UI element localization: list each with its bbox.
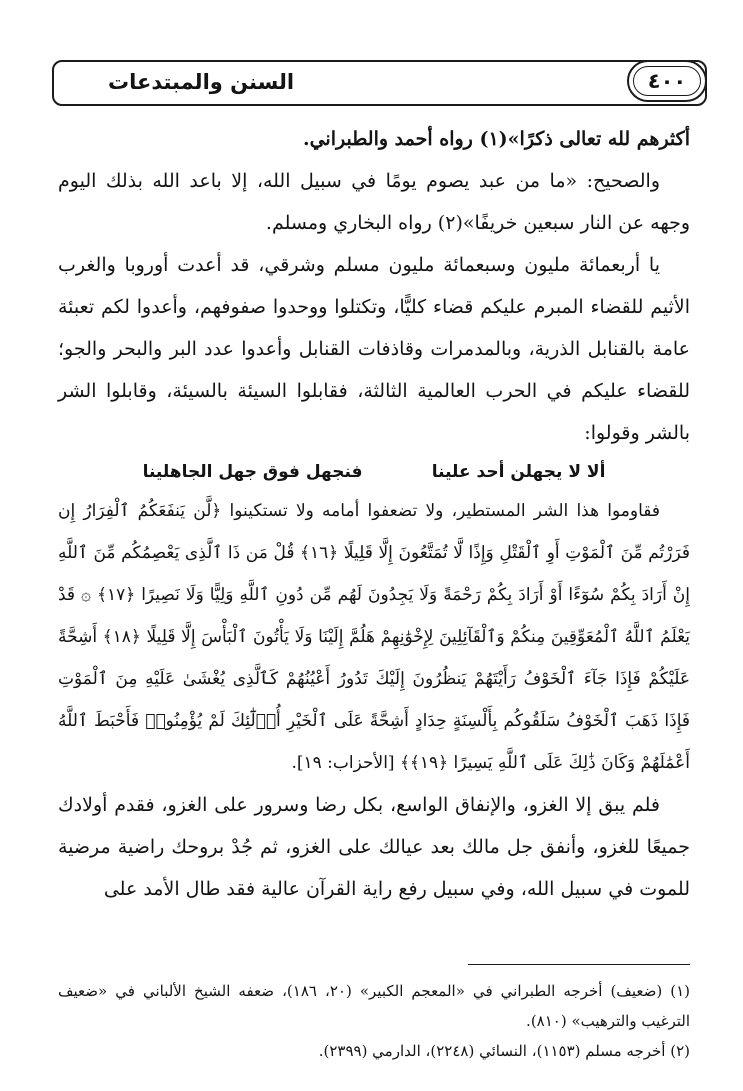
paragraph-1: أكثرهم لله تعالى ذكرًا»(١) رواه أحمد والطبراني.: [302, 128, 690, 150]
paragraph-3: يا أربعمائة مليون وسبعمائة مليون مسلم وشرقي، قد أعدت أوروبا والغرب الأثيم للقضاء المبرم عليكم قضاء كليًّا، وتكتلوا ووحدوا صفوفهم، وأعدوا لكم تعبئة عامة بالقنابل الذرية، وبالمدمرات وقاذفات القنابل وأعدوا عدد البر والبحر والجو؛ للقضاء عليكم في الحرب العالمية الثالثة، فقابلوا السيئة بالسيئة، وقابلوا الشر بالشر وقولوا:: [58, 254, 690, 444]
footnote-1: (١) (ضعيف) أخرجه الطبراني في «المعجم الكبير» (٢٠، ١٨٦)، ضعفه الشيخ الألباني في «ضعيف الترغيب والترهيب» (٨١٠).: [58, 982, 690, 1030]
poem-verse: [58, 454, 690, 490]
chapter-title: السنن والمبتدعات: [108, 70, 295, 94]
page-number: ٤٠٠: [627, 60, 707, 102]
footnote-divider: [468, 964, 690, 965]
paragraph-quran: فقاوموا هذا الشر المستطير، ولا تضعفوا أمامه ولا تستكينوا ﴿لَّن يَنفَعَكُمُ ٱلْفِرَارُ إِن فَرَرْتُم مِّنَ ٱلْمَوْتِ أَوِ ٱلْقَتْلِ وَإِذًا لَّا تُمَتَّعُونَ إِلَّا قَلِيلًا ﴿١٦﴾ قُلْ مَن ذَا ٱلَّذِى يَعْصِمُكُم مِّنَ ٱللَّهِ إِنْ أَرَادَ بِكُمْ سُوٓءًا أَوْ أَرَادَ بِكُمْ رَحْمَةً وَلَا يَجِدُونَ لَهُم مِّن دُونِ ٱللَّهِ وَلِيًّا وَلَا نَصِيرًا ﴿١٧﴾ ۞ قَدْ يَعْلَمُ ٱللَّهُ ٱلْمُعَوِّقِينَ مِنكُمْ وَٱلْقَآئِلِينَ لِإِخْوَٰنِهِمْ هَلُمَّ إِلَيْنَا وَلَا يَأْتُونَ ٱلْبَأْسَ إِلَّا قَلِيلًا ﴿١٨﴾ أَشِحَّةً عَلَيْكُمْ فَإِذَا جَآءَ ٱلْخَوْفُ رَأَيْتَهُمْ يَنظُرُونَ إِلَيْكَ تَدُورُ أَعْيُنُهُمْ كَٱلَّذِى يُغْشَىٰ عَلَيْهِ مِنَ ٱلْمَوْتِ فَإِذَا ذَهَبَ ٱلْخَوْفُ سَلَقُوكُم بِأَلْسِنَةٍ حِدَادٍ أَشِحَّةً عَلَى ٱلْخَيْرِ أُو۟لَٰٓئِكَ لَمْ يُؤْمِنُوا۟ فَأَحْبَطَ ٱللَّهُ أَعْمَٰلَهُمْ وَكَانَ ذَٰلِكَ عَلَى ٱللَّهِ يَسِيرًا ﴿١٩﴾﴾ [الأحزاب: ١٩].: [58, 501, 691, 773]
paragraph-2: والصحيح: «ما من عبد يصوم يومًا في سبيل الله، إلا باعد الله بذلك اليوم وجهه عن النار سبعين خريفًا»(٢) رواه البخاري ومسلم.: [58, 170, 690, 234]
poem-hemistich-left: فنجهل فوق جهل الجاهلينا: [142, 462, 363, 482]
footnotes: [58, 976, 690, 1066]
footnote-2: (٢) أخرجه مسلم (١١٥٣)، النسائي (٢٢٤٨)، الدارمي (٢٣٩٩).: [318, 1042, 690, 1060]
poem-hemistich-right: ألا لا يجهلن أحد علينا: [431, 462, 606, 482]
paragraph-5: فلم يبق إلا الغزو، والإنفاق الواسع، بكل رضا وسرور على الغزو، فقدم أولادك جميعًا للغزو، وأنفق جل مالك بعد عيالك على الغزو، ثم جُدْ بروحك راضية مرضية للموت في سبيل الله، وفي سبيل رفع راية القرآن عالية فقد طال الأمد على: [58, 794, 690, 900]
main-text: [58, 118, 690, 910]
page-header: [52, 60, 707, 106]
